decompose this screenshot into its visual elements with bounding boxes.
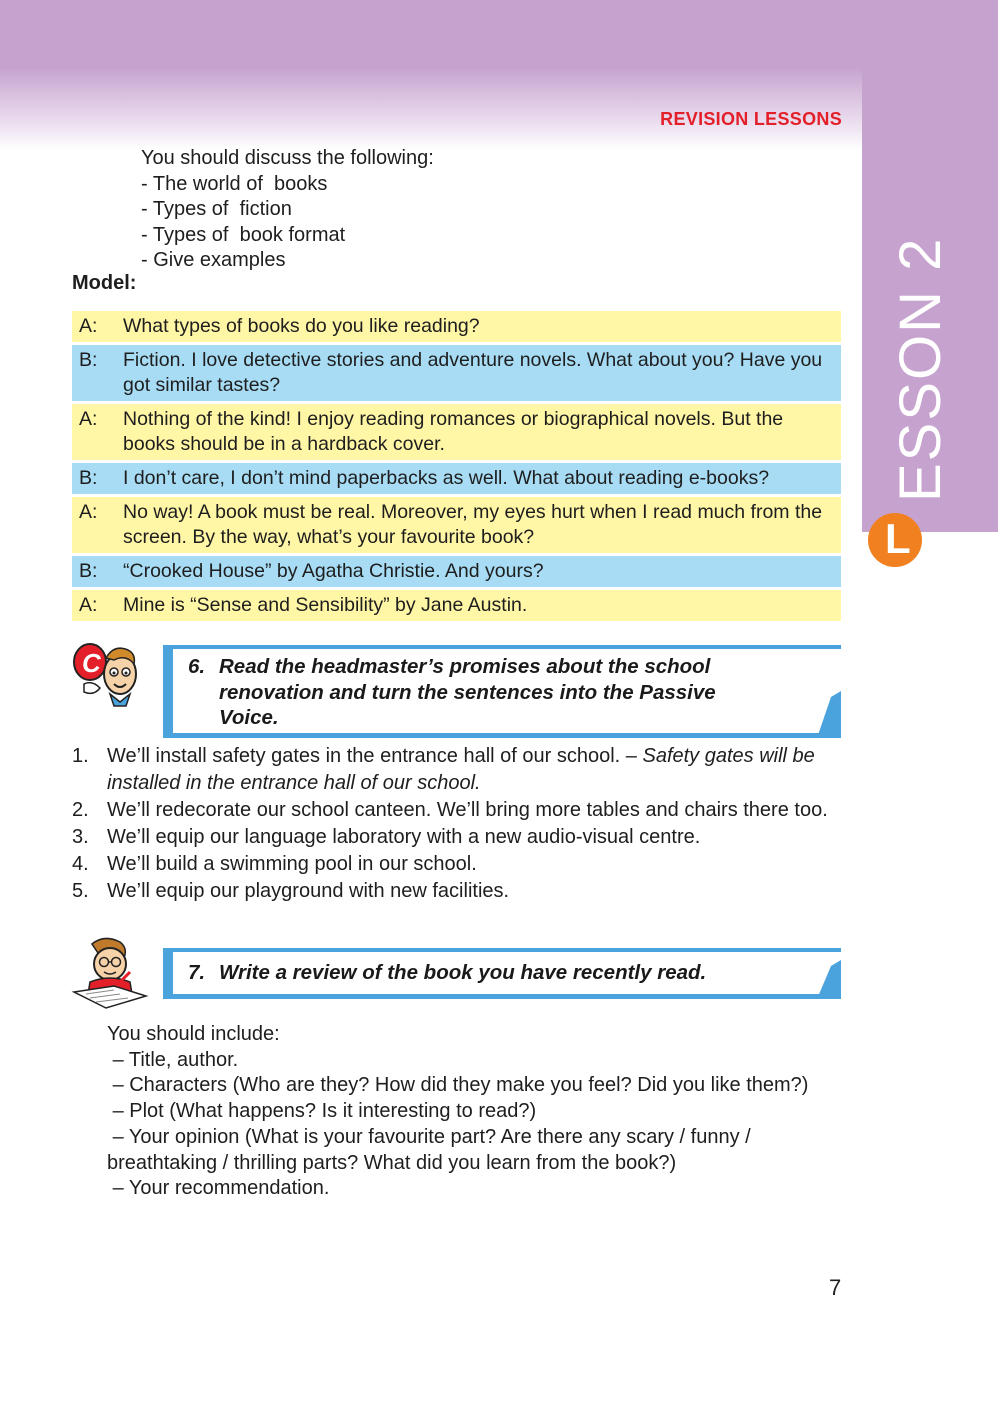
dialog-speaker: A: [79,501,98,523]
dialog-line: What types of books do you like reading? [123,315,480,337]
speaking-character-icon [70,640,150,712]
list-item [72,743,842,797]
item-text-wrap [107,743,842,797]
item-text: We’ll equip our language laboratory with a new audio-visual centre. [107,826,701,848]
list-item [72,878,842,905]
include-point: – Title, author. [107,1048,239,1071]
task6-instruction-line: renovation and turn the sentences into the Passive [219,680,716,704]
dialog-row [72,463,841,497]
dialog-row [72,497,841,556]
discussion-block [141,146,434,274]
svg-text:C: C [82,648,101,678]
dialog-speaker: B: [79,349,98,371]
dialog-speaker: B: [79,467,98,489]
dialog-speaker: A: [79,315,98,337]
dialog-speaker: A: [79,408,98,430]
list-item [72,797,842,824]
include-point: – Your recommendation. [107,1177,330,1200]
discussion-point: - Give examples [141,249,286,272]
lesson-title: ESSON 2 [888,236,953,502]
dialog-speaker: B: [79,560,98,582]
model-label: Model: [72,272,137,294]
task7-include-block [107,1022,847,1202]
dialog-line: Nothing of the kind! I enjoy reading romances or biographical novels. But the books should be in a hardback cover. [123,408,784,455]
item-number: 5. [72,880,89,902]
item-number: 3. [72,826,89,848]
discussion-point: - The world of books [141,172,328,195]
item-text: We’ll equip our playground with new facilities. [107,880,510,902]
item-number: 4. [72,853,89,875]
list-item [72,824,842,851]
discussion-intro: You should discuss the following: [141,147,434,169]
task6-instruction-line: Read the headmaster’s promises about the school [219,655,711,678]
lesson-initial: L [885,515,911,562]
model-dialog [72,311,841,624]
item-text: We’ll install safety gates in the entrance hall of our school. – [107,745,643,767]
task6-instruction-line: Voice. [219,706,279,729]
task7-number: 7. [188,961,206,984]
include-point: – Characters (Who are they? How did they make you feel? Did you like them?) [107,1074,809,1097]
dialog-row [72,404,841,463]
dialog-speaker: A: [79,594,98,616]
dialog-line: No way! A book must be real. Moreover, my eyes hurt when I read much from the screen. By the way, what’s your favourite book? [123,501,823,548]
task7-instruction: Write a review of the book you have recently read. [219,961,707,984]
task6-sentence-list [72,743,842,905]
include-point: – Plot (What happens? Is it interesting to read?) [107,1100,537,1123]
include-intro: You should include: [107,1023,280,1045]
section-header: REVISION LESSONS [660,109,842,129]
item-number: 1. [72,745,89,767]
list-item [72,851,842,878]
discussion-point: - Types of fiction [141,198,292,221]
discussion-point: - Types of book format [141,223,346,246]
dialog-line: Mine is “Sense and Sensibility” by Jane Austin. [123,594,528,616]
item-example-answer: Safety gates will be installed in the entrance hall of our school. [107,745,815,794]
item-number: 2. [72,799,89,821]
page-number: 7 [829,1275,842,1300]
dialog-line: I don’t care, I don’t mind paperbacks as well. What about reading e-books? [123,467,770,489]
dialog-line: Fiction. I love detective stories and adventure novels. What about you? Have you got similar tastes? [123,349,823,396]
writing-student-icon [70,936,150,1012]
dialog-row [72,590,841,624]
include-point: – Your opinion (What is your favourite part? Are there any scary / funny / breathtaking / thrilling parts? What did you learn from the book?) [107,1125,757,1174]
item-text: We’ll build a swimming pool in our school. [107,853,477,875]
item-text: We’ll redecorate our school canteen. We’ll bring more tables and chairs there too. [107,799,828,821]
dialog-row [72,345,841,404]
dialog-line: “Crooked House” by Agatha Christie. And yours? [123,560,544,582]
dialog-row [72,556,841,590]
task6-number: 6. [188,655,206,678]
dialog-row [72,311,841,345]
